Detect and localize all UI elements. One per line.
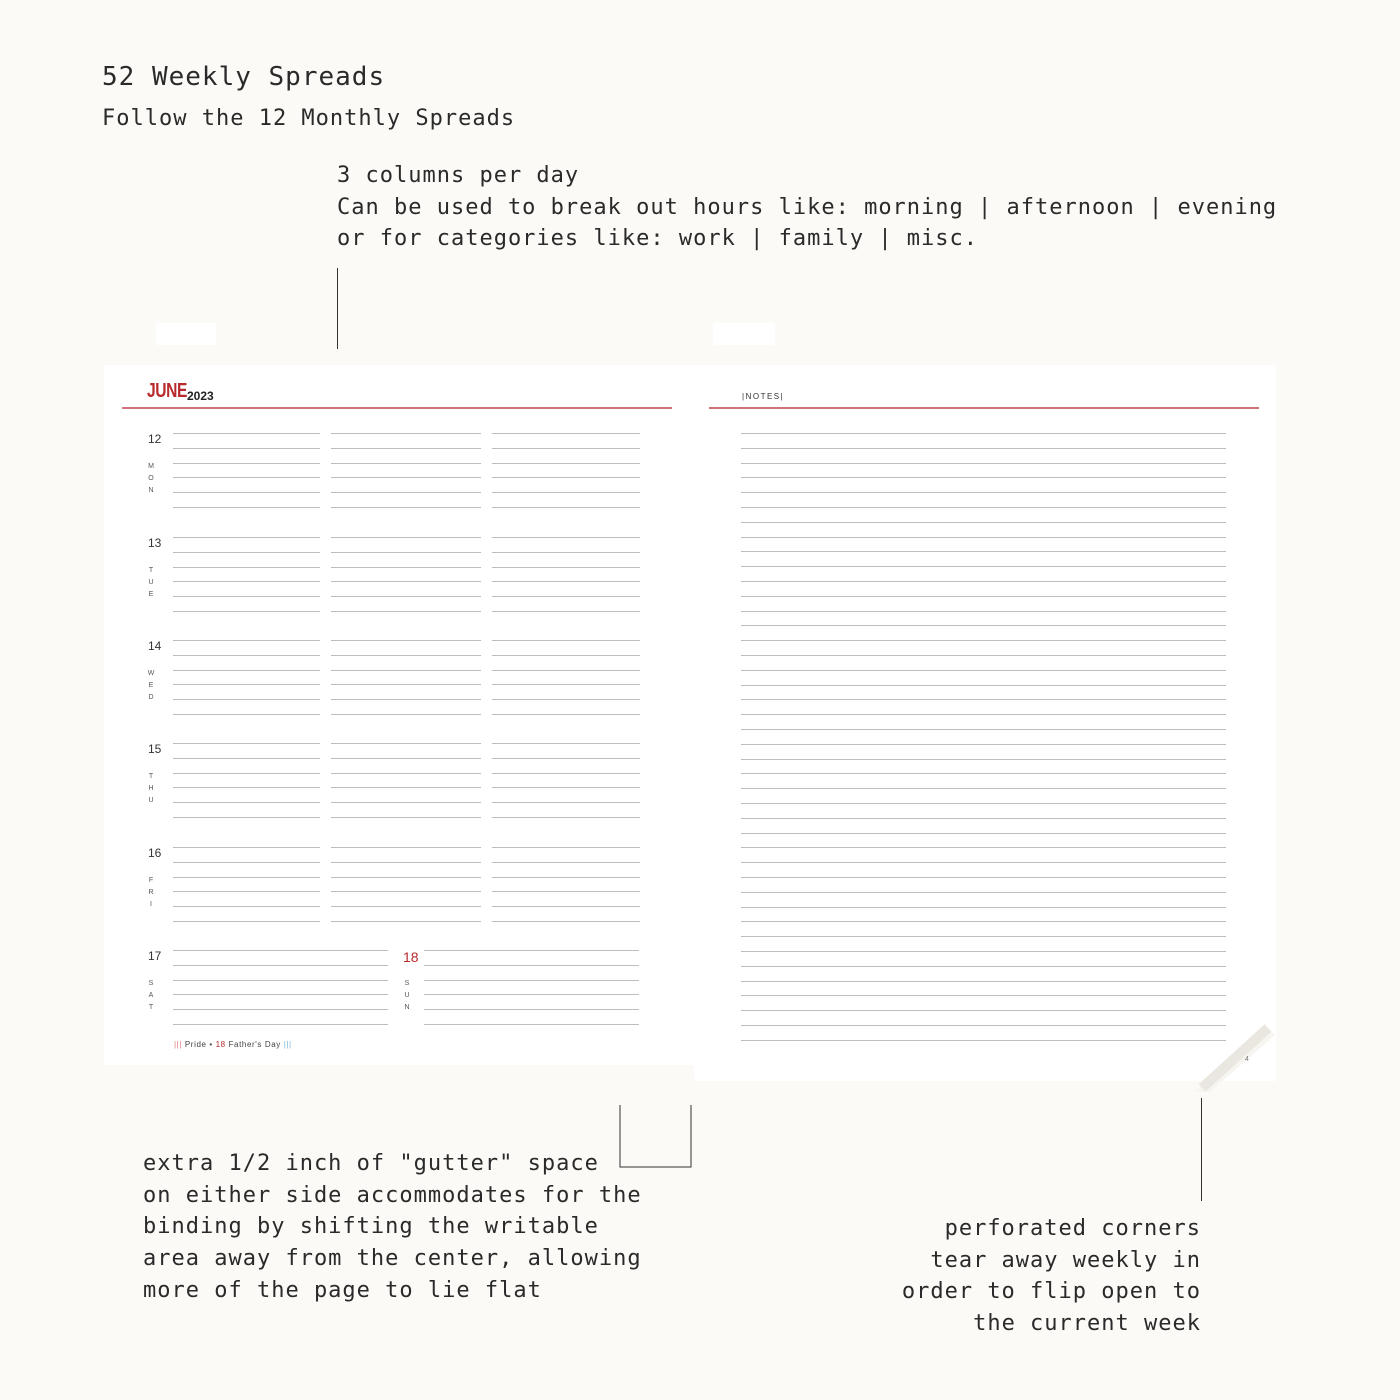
writing-line (331, 433, 481, 434)
notes-line (741, 670, 1226, 671)
notes-line (741, 833, 1226, 834)
notes-line (741, 951, 1226, 952)
day-name-fri: F R I (148, 877, 154, 908)
notes-line (741, 611, 1226, 612)
notes-line (741, 818, 1226, 819)
month-name: JUNE (147, 380, 188, 402)
notes-line (741, 1010, 1226, 1011)
writing-line (173, 891, 320, 892)
writing-line (173, 758, 320, 759)
perforated-corner-mark (1150, 1020, 1275, 1095)
notes-line (741, 995, 1226, 996)
footer-holiday-pride: Pride (184, 1040, 207, 1049)
page-number: 4 (1245, 1056, 1249, 1063)
perforated-annotation-line: tear away weekly in (930, 1247, 1201, 1273)
writing-line (331, 596, 481, 597)
notes-line (741, 729, 1226, 730)
writing-line (173, 965, 388, 966)
notes-line (741, 892, 1226, 893)
writing-line (331, 537, 481, 538)
writing-line (492, 477, 640, 478)
writing-line (331, 817, 481, 818)
writing-line (331, 567, 481, 568)
writing-line (173, 507, 320, 508)
writing-line (331, 906, 481, 907)
writing-line (424, 950, 639, 951)
writing-line (173, 567, 320, 568)
notes-line (741, 714, 1226, 715)
writing-line (492, 433, 640, 434)
notes-line (741, 1040, 1226, 1041)
writing-line (492, 773, 640, 774)
writing-line (331, 802, 481, 803)
columns-annotation (337, 160, 1277, 255)
writing-line (331, 891, 481, 892)
writing-line (492, 492, 640, 493)
writing-line (492, 847, 640, 848)
notes-line (741, 981, 1226, 982)
notes-line (741, 566, 1226, 567)
notes-line (741, 551, 1226, 552)
writing-line (173, 787, 320, 788)
writing-line (173, 950, 388, 951)
writing-line (173, 980, 388, 981)
writing-line (331, 670, 481, 671)
footer-bars-right: ||| (283, 1040, 292, 1049)
writing-line (492, 537, 640, 538)
writing-line (424, 965, 639, 966)
notes-line (741, 773, 1226, 774)
writing-line (492, 670, 640, 671)
gutter-annotation-line: extra 1/2 inch of "gutter" space (143, 1151, 599, 1176)
writing-line (492, 581, 640, 582)
writing-line (173, 994, 388, 995)
notes-line (741, 877, 1226, 878)
right-page (694, 365, 1276, 1081)
day-number-sat: 17 (148, 949, 162, 963)
notes-line (741, 655, 1226, 656)
right-header-rule (709, 407, 1259, 409)
columns-annotation-line: 3 columns per day (337, 163, 580, 188)
page-title: 52 Weekly Spreads (102, 62, 386, 92)
writing-line (492, 877, 640, 878)
notes-line (741, 847, 1226, 848)
perforated-annotation-line: perforated corners (944, 1216, 1201, 1241)
writing-line (492, 714, 640, 715)
notes-line (741, 936, 1226, 937)
writing-line (331, 877, 481, 878)
writing-line (492, 552, 640, 553)
notes-line (741, 596, 1226, 597)
writing-line (173, 596, 320, 597)
columns-annotation-line: Can be used to break out hours like: morning | afternoon | evening (337, 194, 1278, 220)
day-number-tue: 13 (148, 536, 162, 550)
writing-line (331, 477, 481, 478)
writing-line (331, 847, 481, 848)
notes-line (741, 522, 1226, 523)
writing-line (492, 640, 640, 641)
writing-line (331, 463, 481, 464)
writing-line (492, 611, 640, 612)
notes-line (741, 907, 1226, 908)
writing-line (492, 802, 640, 803)
writing-line (492, 743, 640, 744)
day-number-thu: 15 (148, 742, 162, 756)
writing-line (492, 921, 640, 922)
writing-line (331, 611, 481, 612)
writing-line (492, 463, 640, 464)
writing-line (331, 773, 481, 774)
writing-line (424, 980, 639, 981)
left-header-rule (122, 407, 672, 409)
notes-line (741, 433, 1226, 434)
footer-separator: • (209, 1040, 213, 1049)
notes-line (741, 921, 1226, 922)
page-tab-right (713, 323, 775, 345)
perforated-annotation-line: order to flip open to (901, 1279, 1201, 1305)
notes-line (741, 507, 1226, 508)
writing-line (173, 817, 320, 818)
writing-line (492, 699, 640, 700)
month-year: 2023 (187, 389, 214, 403)
notes-line (741, 492, 1226, 493)
writing-line (173, 862, 320, 863)
left-page (104, 365, 694, 1065)
page-subtitle: Follow the 12 Monthly Spreads (102, 106, 516, 131)
writing-line (492, 448, 640, 449)
notes-line (741, 699, 1226, 700)
notes-line (741, 640, 1226, 641)
footer-holiday-fathers-day: Father's Day (228, 1040, 281, 1049)
writing-line (331, 758, 481, 759)
day-name-mon: M O N (148, 463, 154, 494)
writing-line (173, 552, 320, 553)
writing-line (173, 477, 320, 478)
writing-line (173, 743, 320, 744)
writing-line (173, 699, 320, 700)
writing-line (173, 537, 320, 538)
writing-line (331, 581, 481, 582)
notes-line (741, 803, 1226, 804)
writing-line (173, 1024, 388, 1025)
writing-line (173, 670, 320, 671)
gutter-annotation-line: area away from the center, allowing (143, 1246, 642, 1272)
writing-line (173, 877, 320, 878)
notes-line (741, 477, 1226, 478)
writing-line (331, 640, 481, 641)
writing-line (492, 906, 640, 907)
notes-label: |NOTES| (742, 392, 785, 401)
writing-line (173, 1009, 388, 1010)
writing-line (173, 640, 320, 641)
notes-line (741, 537, 1226, 538)
month-heading (147, 380, 214, 403)
writing-line (331, 448, 481, 449)
writing-line (331, 552, 481, 553)
writing-line (173, 433, 320, 434)
writing-line (173, 492, 320, 493)
holiday-footer (174, 1040, 292, 1049)
columns-annotation-line: or for categories like: work | family | misc. (337, 226, 979, 251)
writing-line (424, 1024, 639, 1025)
footer-holiday-date: 18 (215, 1040, 226, 1049)
day-name-thu: T H U (148, 773, 154, 804)
writing-line (492, 567, 640, 568)
writing-line (492, 891, 640, 892)
writing-line (492, 507, 640, 508)
notes-line (741, 463, 1226, 464)
page-tab-left (156, 323, 216, 345)
writing-line (492, 817, 640, 818)
writing-line (331, 507, 481, 508)
writing-line (331, 743, 481, 744)
notes-line (741, 581, 1226, 582)
writing-line (173, 463, 320, 464)
writing-line (424, 1009, 639, 1010)
writing-line (173, 611, 320, 612)
notes-line (741, 788, 1226, 789)
writing-line (331, 714, 481, 715)
writing-line (424, 994, 639, 995)
gutter-annotation-line: binding by shifting the writable (143, 1214, 599, 1240)
writing-line (492, 787, 640, 788)
writing-line (173, 773, 320, 774)
gutter-annotation (143, 1148, 642, 1307)
writing-line (492, 684, 640, 685)
writing-line (492, 758, 640, 759)
writing-line (331, 655, 481, 656)
writing-line (173, 802, 320, 803)
writing-line (173, 847, 320, 848)
writing-line (173, 655, 320, 656)
day-name-sun: S U N (404, 980, 410, 1011)
perforated-pointer-line (1201, 1098, 1202, 1201)
writing-line (173, 906, 320, 907)
day-number-fri: 16 (148, 846, 162, 860)
writing-line (173, 921, 320, 922)
perforated-annotation (902, 1213, 1201, 1340)
notes-line (741, 685, 1226, 686)
notes-line (741, 759, 1226, 760)
notes-line (741, 625, 1226, 626)
writing-line (173, 714, 320, 715)
notes-line (741, 862, 1226, 863)
day-number-wed: 14 (148, 639, 162, 653)
perforated-annotation-line: the current week (973, 1311, 1201, 1337)
day-name-wed: W E D (147, 670, 155, 701)
writing-line (492, 596, 640, 597)
notes-line (741, 744, 1226, 745)
gutter-annotation-line: on either side accommodates for the (143, 1182, 642, 1208)
notes-line (741, 448, 1226, 449)
writing-line (492, 655, 640, 656)
writing-line (331, 787, 481, 788)
writing-line (492, 862, 640, 863)
columns-pointer-line (337, 268, 338, 349)
writing-line (331, 492, 481, 493)
notes-line (741, 1025, 1226, 1026)
notes-line (741, 966, 1226, 967)
gutter-annotation-line: more of the page to lie flat (143, 1277, 542, 1303)
day-number-sun: 18 (403, 949, 419, 965)
day-name-sat: S A T (148, 980, 154, 1011)
writing-line (331, 862, 481, 863)
footer-bars-left: ||| (174, 1040, 183, 1049)
writing-line (331, 921, 481, 922)
day-number-mon: 12 (148, 432, 162, 446)
writing-line (173, 684, 320, 685)
writing-line (331, 699, 481, 700)
writing-line (173, 581, 320, 582)
day-name-tue: T U E (148, 567, 154, 598)
writing-line (331, 684, 481, 685)
writing-line (173, 448, 320, 449)
